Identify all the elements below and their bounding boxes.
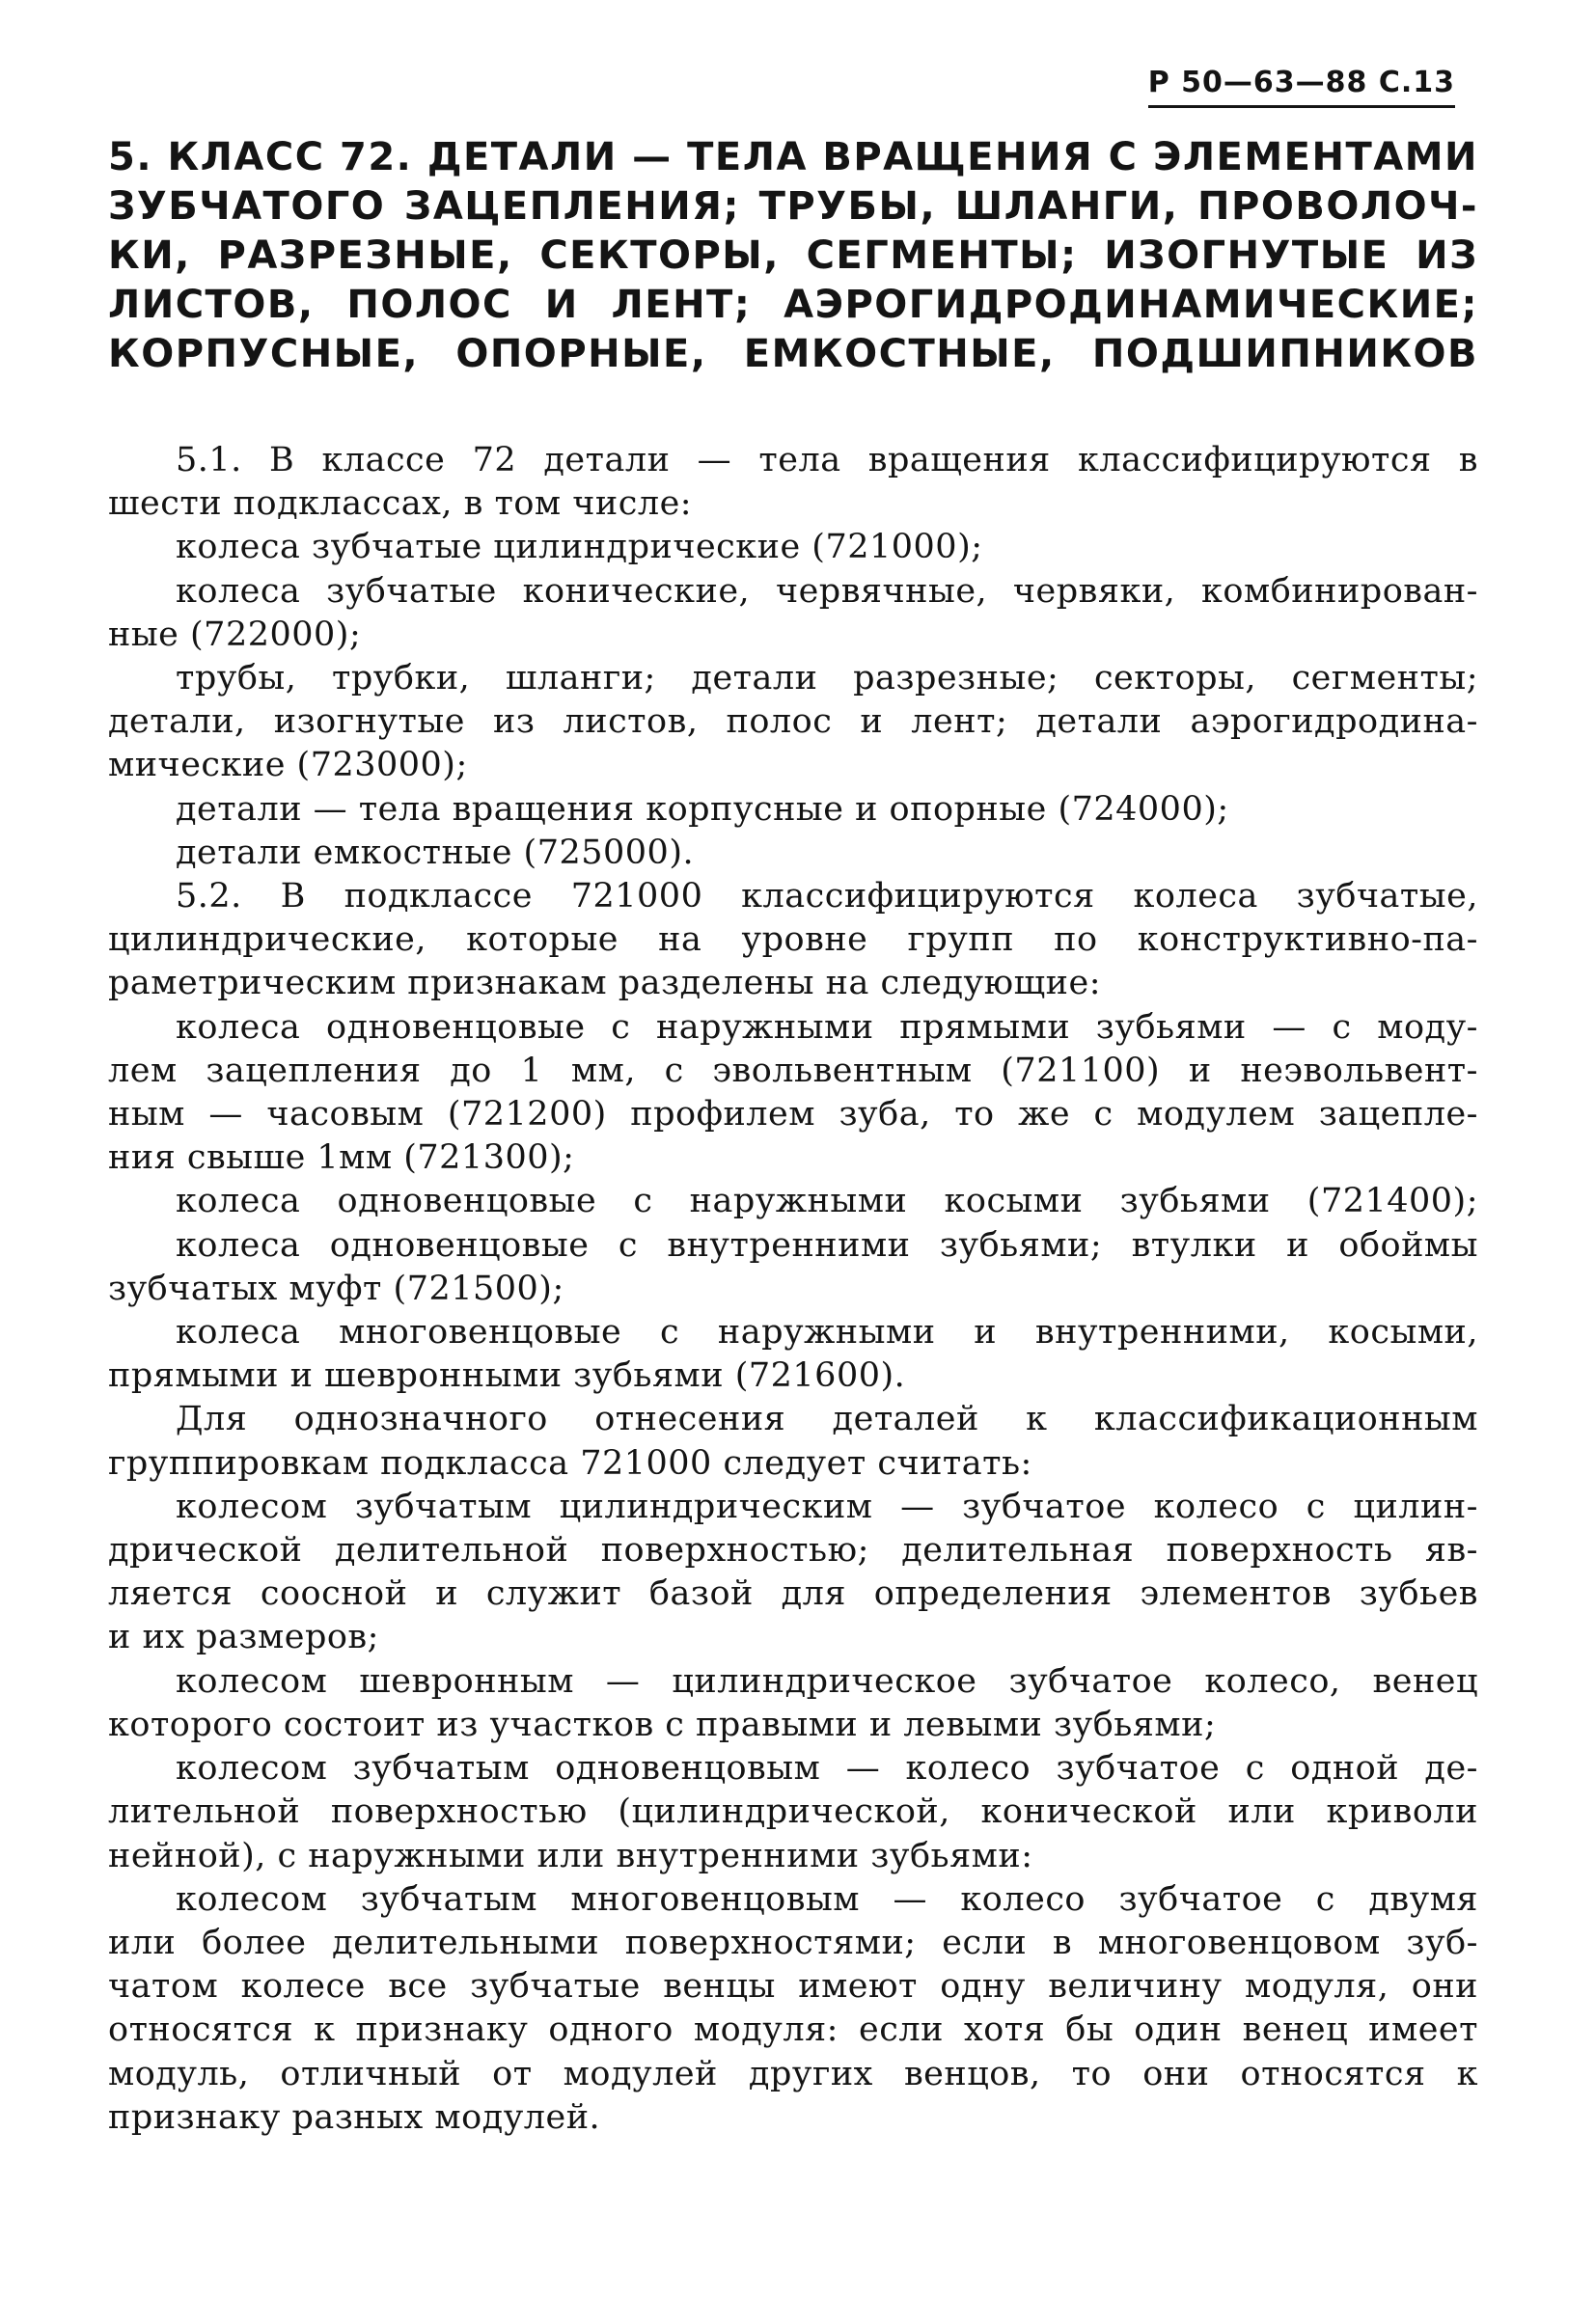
paragraph-line: колеса одновенцовые с наружными косыми зубьями (721400);	[176, 1182, 1478, 1221]
paragraph-line: раметрическим признакам разделены на следующие:	[108, 964, 1101, 1003]
page-header-reference: Р 50—63—88 С.13	[1148, 66, 1455, 108]
paragraph-line: ным — часовым (721200) профилем зуба, то же с модулем зацепле-	[108, 1095, 1478, 1135]
paragraph-line: которого состоит из участков с правыми и левыми зубьями;	[108, 1705, 1217, 1744]
paragraph-line: нейной), с наружными или внутренними зубьями:	[108, 1836, 1033, 1875]
section-title	[108, 133, 1478, 379]
paragraph-line: 5.2. В подклассе 721000 классифицируются колеса зубчатые,	[176, 877, 1478, 916]
paragraph-line: группировкам подкласса 721000 следует считать:	[108, 1443, 1032, 1483]
section-title-line: 5. КЛАСС 72. ДЕТАЛИ — ТЕЛА ВРАЩЕНИЯ С ЭЛЕМЕНТАМИ	[108, 135, 1478, 179]
paragraph-line: колесом зубчатым многовенцовым — колесо зубчатое с двумя	[176, 1879, 1478, 1919]
paragraph-line: дрической делительной поверхностью; делительная поверхность яв-	[108, 1531, 1478, 1571]
body-text	[108, 439, 1478, 2140]
section-title-line: КИ, РАЗРЕЗНЫЕ, СЕКТОРЫ, СЕГМЕНТЫ; ИЗОГНУТЫЕ ИЗ	[108, 233, 1478, 278]
section-title-line: КОРПУСНЫЕ, ОПОРНЫЕ, ЕМКОСТНЫЕ, ПОДШИПНИКОВ	[108, 332, 1478, 376]
paragraph-line: цилиндрические, которые на уровне групп по конструктивно-па-	[108, 920, 1478, 960]
paragraph-line: колесом зубчатым одновенцовым — колесо зубчатое с одной де-	[176, 1749, 1478, 1789]
paragraph-line: и их размеров;	[108, 1618, 379, 1657]
paragraph-line: зубчатых муфт (721500);	[108, 1269, 564, 1308]
paragraph-line: лительной поверхностью (цилиндрической, конической или криволи	[108, 1792, 1478, 1832]
paragraph-line: или более делительными поверхностями; если в многовенцовом зуб-	[108, 1923, 1478, 1962]
paragraph-line: детали, изогнутые из листов, полос и лент; детали аэрогидродина-	[108, 702, 1478, 742]
paragraph-line: относятся к признаку одного модуля: если хотя бы один венец имеет	[108, 2010, 1478, 2050]
paragraph-line: детали емкостные (725000).	[176, 833, 695, 872]
paragraph-line: Для однозначного отнесения деталей к классификационным	[176, 1400, 1478, 1439]
section-title-line: ЗУБЧАТОГО ЗАЦЕПЛЕНИЯ; ТРУБЫ, ШЛАНГИ, ПРОВОЛОЧ-	[108, 184, 1478, 229]
paragraph-line: колеса зубчатые цилиндрические (721000);	[176, 528, 983, 567]
paragraph-line: детали — тела вращения корпусные и опорные (724000);	[176, 789, 1229, 829]
paragraph-line: ные (722000);	[108, 615, 362, 654]
paragraph-line: прямыми и шевронными зубьями (721600).	[108, 1356, 906, 1396]
paragraph-line: лем зацепления до 1 мм, с эвольвентным (721100) и неэвольвент-	[108, 1051, 1478, 1090]
paragraph-line: чатом колесе все зубчатые венцы имеют одну величину модуля, они	[108, 1967, 1478, 2007]
paragraph-line: признаку разных модулей.	[108, 2097, 601, 2137]
paragraph-line: колеса одновенцовые с внутренними зубьями; втулки и обоймы	[176, 1225, 1478, 1265]
paragraph-line: модуль, отличный от модулей других венцов, то они относятся к	[108, 2054, 1478, 2093]
paragraph-line: шести подклассах, в том числе:	[108, 484, 693, 524]
paragraph-line: колесом зубчатым цилиндрическим — зубчатое колесо с цилин-	[176, 1487, 1478, 1526]
paragraph-line: ляется соосной и служит базой для определения элементов зубьев	[108, 1574, 1478, 1614]
paragraph-line: колеса зубчатые конические, червячные, червяки, комбинирован-	[176, 571, 1478, 611]
paragraph-line: мические (723000);	[108, 746, 468, 785]
paragraph-line: колесом шевронным — цилиндрическое зубчатое колесо, венец	[176, 1661, 1478, 1701]
paragraph-line: колеса многовенцовые с наружными и внутренними, косыми,	[176, 1313, 1478, 1353]
section-title-line: ЛИСТОВ, ПОЛОС И ЛЕНТ; АЭРОГИДРОДИНАМИЧЕСКИЕ;	[108, 283, 1478, 327]
paragraph-line: ния свыше 1мм (721300);	[108, 1138, 575, 1178]
paragraph-line: 5.1. В классе 72 детали — тела вращения классифицируются в	[176, 441, 1478, 479]
paragraph-line: колеса одновенцовые с наружными прямыми зубьями — с моду-	[176, 1007, 1478, 1047]
paragraph-line: трубы, трубки, шланги; детали разрезные; секторы, сегменты;	[176, 659, 1478, 698]
